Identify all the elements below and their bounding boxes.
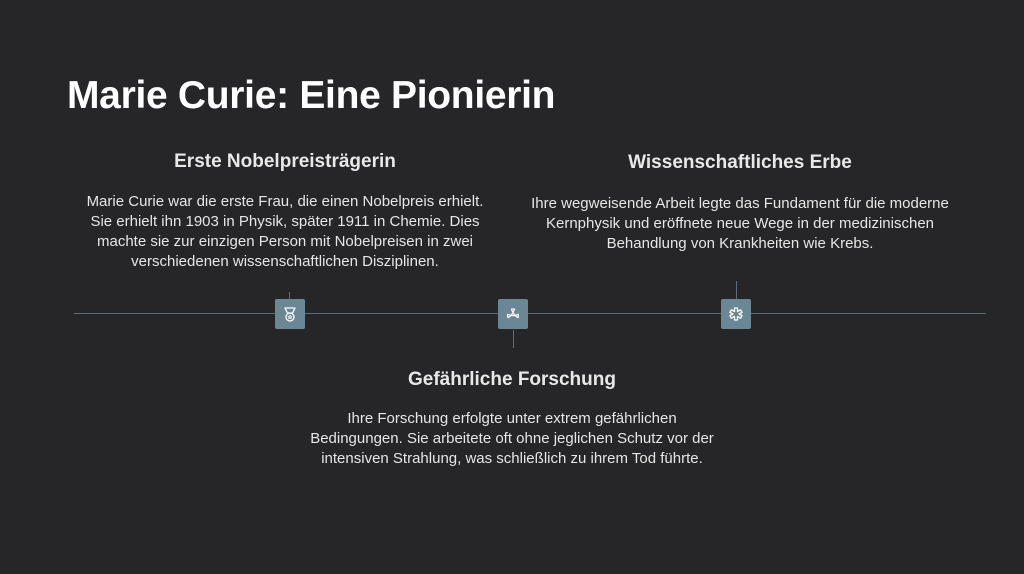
timeline-connector: [513, 330, 514, 348]
timeline-item-text: Ihre Forschung erfolgte unter extrem gefährlichen Bedingungen. Sie arbeitete oft ohne jeglichen Schutz vor der intensiven Strahlung, was schließlich zu ihrem Tod führte.: [310, 410, 714, 467]
timeline-item-heading: Wissenschaftliches Erbe: [628, 152, 852, 173]
slide-title: Marie Curie: Eine Pionierin: [67, 74, 556, 117]
timeline-axis: [74, 313, 986, 314]
timeline-connector: [736, 281, 737, 299]
timeline-item-text: Ihre wegweisende Arbeit legte das Fundament für die moderne Kernphysik und eröffnete neue Wege in der medizinischen Behandlung von Krankheiten wie Krebs.: [531, 195, 949, 252]
medal-icon: [281, 305, 299, 323]
radiation-icon: [504, 305, 522, 323]
timeline-marker-2: [498, 299, 528, 329]
timeline-marker-1: [275, 299, 305, 329]
timeline-item-heading: Gefährliche Forschung: [408, 369, 616, 390]
timeline-item-text: Marie Curie war die erste Frau, die einen Nobelpreis erhielt. Sie erhielt ihn 1903 in Physik, später 1911 in Chemie. Dies machte sie zur einzigen Person mit Nobelpreisen in zwei verschiedenen wissenschaftlichen Disziplinen.: [86, 193, 484, 270]
timeline-item-nobel: [80, 151, 490, 272]
medical-cross-icon: [727, 305, 745, 323]
timeline-item-research: [300, 369, 724, 469]
timeline-item-legacy: [530, 152, 950, 254]
timeline-marker-3: [721, 299, 751, 329]
timeline-item-heading: Erste Nobelpreisträgerin: [174, 151, 396, 172]
